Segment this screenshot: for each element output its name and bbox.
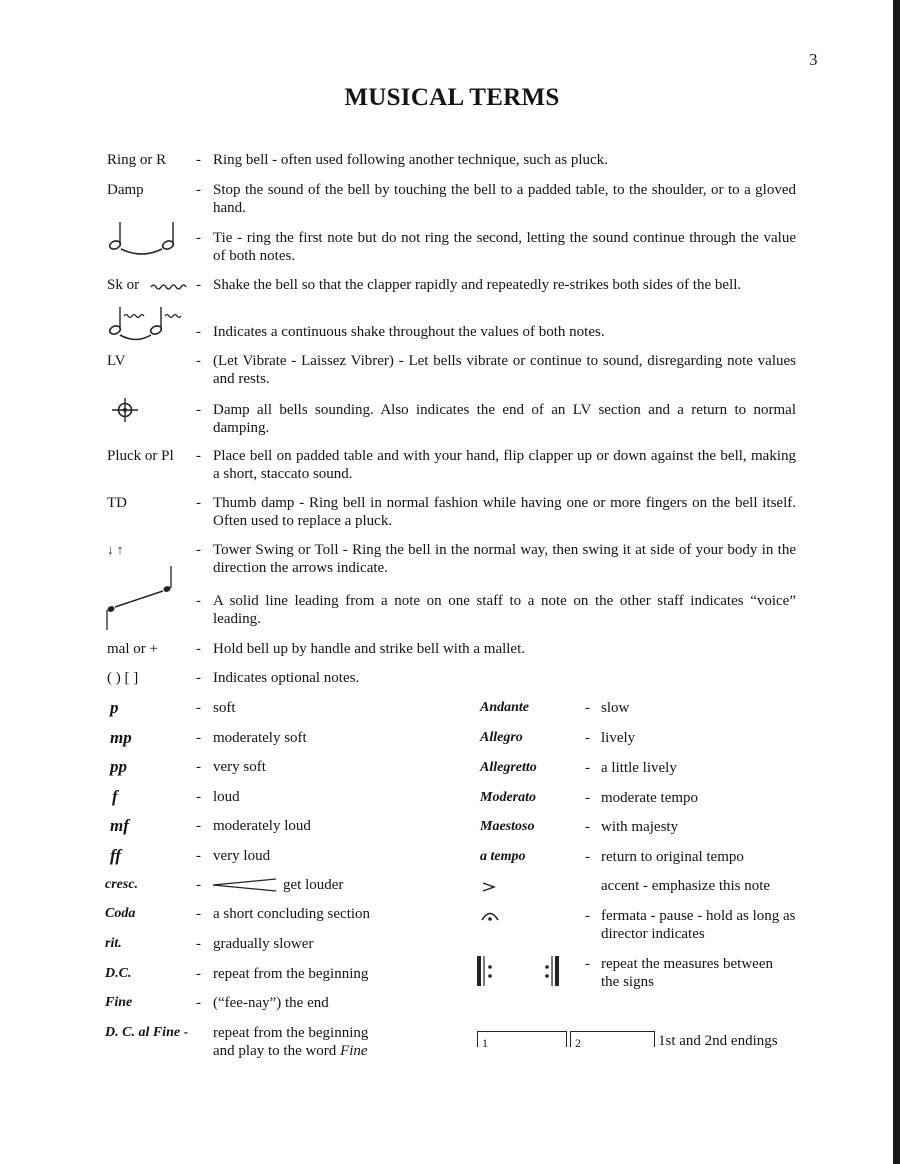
technique-term: Sk or — [107, 277, 140, 293]
dynamic-term: Fine — [105, 995, 133, 1010]
tempo-desc: lively — [601, 730, 636, 746]
dynamic-desc: repeat from the beginning and play to the word Fine — [213, 1025, 369, 1059]
tempo-desc: a little lively — [601, 760, 677, 776]
damp-crosshair-icon — [112, 399, 140, 423]
symbol-desc: fermata - pause - hold as long as director indicates — [601, 908, 796, 942]
dynamic-desc: very soft — [213, 759, 266, 775]
technique-desc: (Let Vibrate - Laissez Vibrer) - Let bells vibrate or continue to sound, disregarding note values and rests. — [213, 353, 796, 387]
dynamic-desc: very loud — [213, 848, 271, 864]
page-edge — [893, 0, 900, 1164]
technique-desc: Tie - ring the first note but do not ring the second, letting the sound continue through the value of both notes. — [213, 230, 796, 264]
technique-desc: Hold bell up by handle and strike bell with a mallet. — [213, 641, 526, 657]
dynamic-desc: loud — [213, 789, 240, 805]
symbol-desc: accent - emphasize this note — [601, 878, 771, 894]
dynamic-term: D.C. — [105, 966, 132, 981]
technique-desc: Tower Swing or Toll - Ring the bell in the normal way, then swing it at side of your body in the direction the arrows indicate. — [213, 542, 796, 576]
technique-term: TD — [107, 495, 127, 511]
tempo-desc: with majesty — [601, 819, 679, 835]
dynamic-desc: moderately soft — [213, 730, 307, 746]
dynamic-term: ff — [110, 846, 122, 865]
dynamic-term: rit. — [105, 936, 122, 951]
tempo-desc: slow — [601, 700, 630, 716]
ending-2-label: 2 — [575, 1036, 581, 1050]
technique-term: Pluck or Pl — [107, 448, 174, 464]
technique-desc: Indicates a continuous shake throughout the values of both notes. — [213, 324, 605, 340]
dynamic-desc: get louder — [283, 877, 344, 893]
tempo-term: Allegro — [480, 730, 523, 745]
tempo-desc: moderate tempo — [601, 790, 699, 806]
technique-term: mal or + — [107, 641, 158, 657]
dynamic-desc: moderately loud — [213, 818, 311, 834]
tempo-term: Allegretto — [480, 760, 537, 775]
tempo-term: Moderato — [480, 790, 536, 805]
dynamic-term: f — [112, 787, 118, 806]
symbol-desc: repeat the measures between the signs — [601, 956, 773, 990]
dynamic-desc: a short concluding section — [213, 906, 371, 922]
symbol-desc: 1st and 2nd endings — [658, 1033, 778, 1049]
tempo-term: Maestoso — [480, 819, 535, 834]
dynamic-term: D. C. al Fine - — [105, 1025, 189, 1040]
dynamic-term: pp — [110, 757, 127, 776]
tie-notes-icon — [104, 219, 184, 259]
tempo-desc: return to original tempo — [601, 849, 744, 865]
repeat-signs-icon — [476, 955, 566, 989]
technique-term: LV — [107, 353, 126, 369]
fermata-icon — [480, 909, 500, 923]
shake-wavy-line-icon — [151, 282, 189, 290]
tied-shake-notes-icon — [104, 306, 194, 346]
page-title: MUSICAL TERMS — [344, 84, 560, 111]
dynamic-term: cresc. — [105, 877, 139, 892]
dynamic-term: mp — [110, 728, 132, 747]
technique-desc: A solid line leading from a note on one staff to a note on the other staff indicates “voice” leading. — [213, 593, 796, 627]
dynamic-desc: repeat from the beginning — [213, 966, 369, 982]
technique-term: ( ) [ ] — [107, 670, 139, 686]
technique-desc: Damp all bells sounding. Also indicates the end of an LV section and a return to normal damping. — [213, 402, 796, 436]
technique-desc: Indicates optional notes. — [213, 670, 360, 686]
voice-leading-line-icon — [103, 562, 183, 632]
technique-desc: Place bell on padded table and with your hand, flip clapper up or down against the bell, making a short, staccato sound. — [213, 448, 796, 482]
dynamic-term: mf — [110, 816, 129, 835]
tempo-term: Andante — [480, 700, 530, 715]
dynamic-desc: (“fee-nay”) the end — [213, 995, 329, 1011]
dynamic-desc: gradually slower — [213, 936, 314, 952]
tower-swing-arrows: ↓ ↑ — [107, 542, 124, 557]
accent-mark-icon — [482, 882, 496, 892]
page-number: 3 — [809, 50, 818, 69]
technique-desc: Ring bell - often used following another technique, such as pluck. — [213, 152, 608, 168]
technique-desc: Thumb damp - Ring bell in normal fashion while having one or more fingers on the bell itself. Often used to replace a pluck. — [213, 495, 796, 529]
dynamic-desc: soft — [213, 700, 236, 716]
technique-desc: Stop the sound of the bell by touching the bell to a padded table, to the shoulder, or to a gloved hand. — [213, 182, 796, 216]
dynamic-term: p — [110, 698, 119, 717]
crescendo-hairpin-icon — [212, 878, 278, 892]
technique-desc: Shake the bell so that the clapper rapidly and repeatedly re-strikes both sides of the bell. — [213, 277, 742, 293]
technique-term: Ring or R — [107, 152, 167, 168]
dynamic-term: Coda — [105, 906, 136, 921]
technique-term: Damp — [107, 182, 144, 198]
tempo-term: a tempo — [480, 849, 526, 864]
ending-1-label: 1 — [482, 1036, 488, 1050]
